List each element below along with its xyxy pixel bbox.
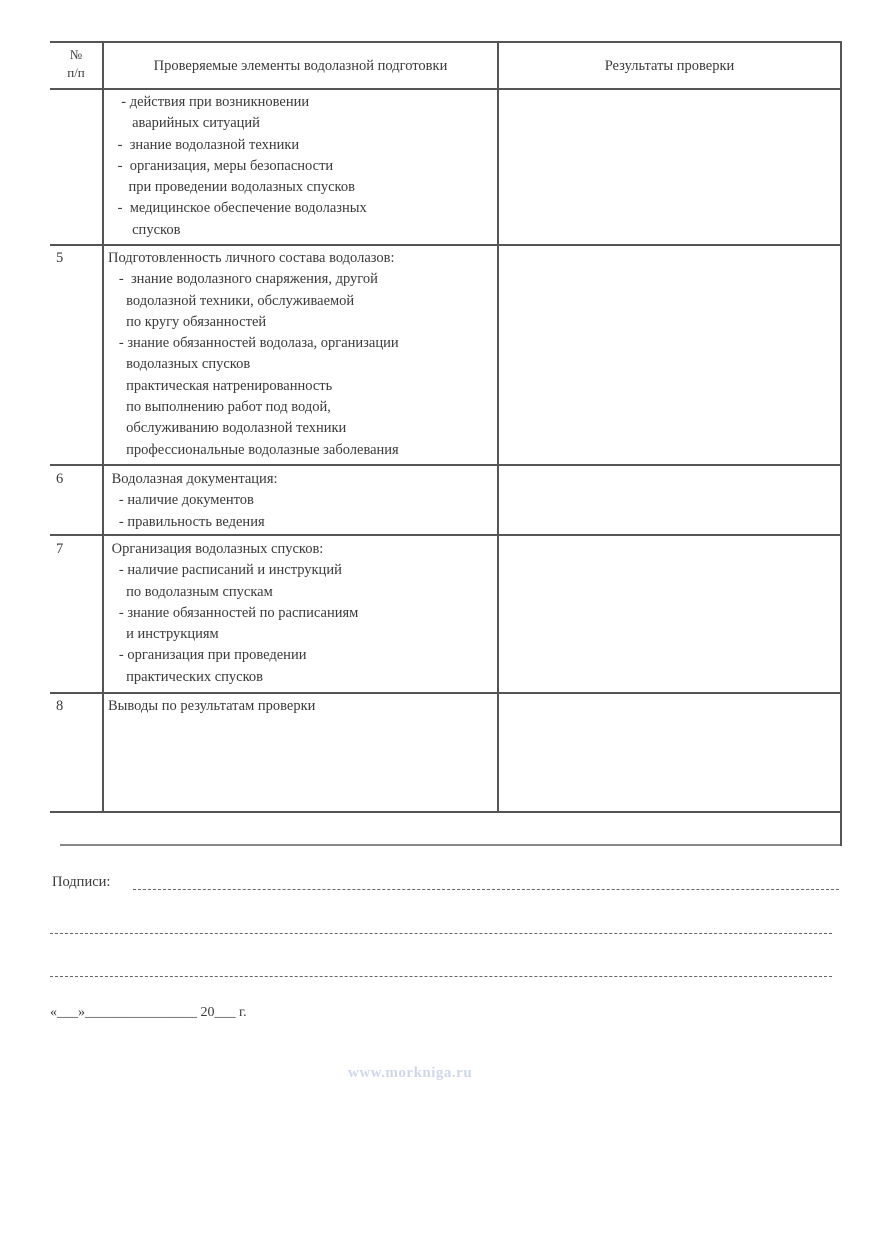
row-line: - наличие документов xyxy=(108,492,254,509)
header-elements: Проверяемые элементы водолазной подготовки xyxy=(153,58,448,74)
row-line: - организация, меры безопасности xyxy=(114,157,334,174)
row-number: 6 xyxy=(56,471,64,487)
table-right-border xyxy=(840,41,842,846)
row-line: - знание обязанностей водолаза, организации xyxy=(108,335,399,352)
row-line: водолазной техники, обслуживаемой xyxy=(108,292,355,309)
row-elements xyxy=(108,469,496,533)
column-divider xyxy=(497,41,499,813)
row-divider xyxy=(50,692,842,694)
row-line: Выводы по результатам проверки xyxy=(108,698,316,714)
row-line: - знание водолазной техники xyxy=(114,136,300,153)
row-line: спусков xyxy=(114,221,181,238)
row-divider xyxy=(50,244,842,246)
row-elements xyxy=(108,696,496,717)
row-line: Водолазная документация: xyxy=(108,471,278,487)
row-line: по кругу обязанностей xyxy=(108,313,267,330)
row-line: обслуживанию водолазной техники xyxy=(108,420,347,437)
row-line: Организация водолазных спусков: xyxy=(108,541,324,557)
row-elements xyxy=(108,248,496,461)
extra-strip-border xyxy=(60,844,842,846)
row-divider xyxy=(50,464,842,466)
signature-line[interactable] xyxy=(50,976,832,978)
table-bottom-border xyxy=(50,811,842,813)
row-line: Подготовленность личного состава водолазов: xyxy=(108,250,395,266)
row-line: - правильность ведения xyxy=(108,513,265,530)
row-line: практическая натренированность xyxy=(108,377,333,394)
row-line: - знание водолазного снаряжения, другой xyxy=(108,271,378,288)
row-elements xyxy=(108,539,496,688)
row-line: и инструкциям xyxy=(108,626,219,643)
row-line: при проведении водолазных спусков xyxy=(114,179,355,196)
signature-line[interactable] xyxy=(50,933,832,935)
date-line[interactable]: «___»________________ 20___ г. xyxy=(50,1005,247,1020)
row-line: практических спусков xyxy=(108,668,264,685)
row-number: 7 xyxy=(56,541,64,557)
row-line: аварийных ситуаций xyxy=(114,115,260,132)
signature-line[interactable] xyxy=(133,889,839,891)
row-line: - организация при проведении xyxy=(108,647,307,664)
row-elements xyxy=(114,92,494,241)
header-results: Результаты проверки xyxy=(604,58,735,74)
row-line: - медицинское обеспечение водолазных xyxy=(114,200,367,217)
row-divider xyxy=(50,534,842,536)
row-line: по выполнению работ под водой, xyxy=(108,399,331,416)
table-top-border xyxy=(50,41,842,43)
header-divider xyxy=(50,88,842,90)
row-number: 8 xyxy=(56,698,64,714)
signatures-label: Подписи: xyxy=(52,874,111,890)
row-number: 5 xyxy=(56,250,64,266)
column-divider xyxy=(102,41,104,813)
row-line: по водолазным спускам xyxy=(108,583,273,600)
row-line: - наличие расписаний и инструкций xyxy=(108,562,342,579)
row-line: водолазных спусков xyxy=(108,356,251,373)
row-line: профессиональные водолазные заболевания xyxy=(108,441,399,458)
watermark: www.morkniga.ru xyxy=(348,1065,473,1081)
row-line: - знание обязанностей по расписаниям xyxy=(108,604,359,621)
row-line: - действия при возникновении xyxy=(114,94,310,110)
header-number: № п/п xyxy=(67,47,85,80)
